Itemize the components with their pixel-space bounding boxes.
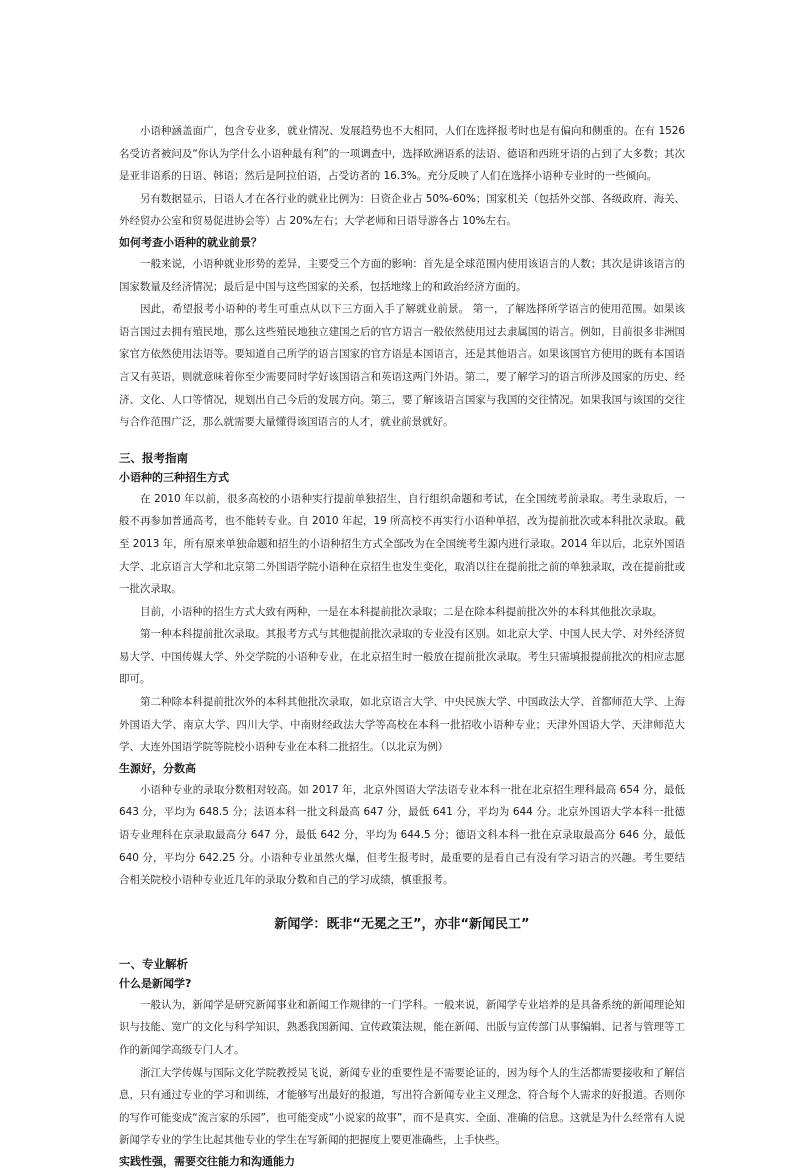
guide-paragraph-1: 在 2010 年以前，很多高校的小语种实行提前单独招生，自行组织命题和考试，在全国统考前录取。考生录取后，一般不再参加普通高考，也不能转专业。自 2010 年起，19 所高校不再实行小语种单招，改为提前批次或本科批次录取。截至 2013 年，所有原来单独命题和招生的小语种招生方式全部改为在全国统考生源内进行录取。2014 年以后，北京外国语大学、北京语言大学和北京第二外国语学院小语种在京招生也发生变化，取消以往在提前批之前的单独录取，改在提前批或一批次录取。 bbox=[119, 492, 685, 596]
journalism-title: 新闻学：既非“无冕之王”，亦非“新闻民工” bbox=[274, 916, 530, 932]
prospects-paragraph-1: 一般来说，小语种就业形势的差异，主要受三个方面的影响：首先是全球范围内使用该语言的人数；其次是讲该语言的国家数量及经济情况；最后是中国与这些国家的关系，包括地缘上的和政治经济方面的。 bbox=[119, 257, 685, 293]
journalism-paragraph-1: 一般认为，新闻学是研究新闻事业和新闻工作规律的一门学科。一般来说，新闻学专业培养的是具备系统的新闻理论知识与技能、宽广的文化与科学知识，熟悉我国新闻、宣传政策法规，能在新闻、出版与宣传部门从事编辑、记者与管理等工作的新闻学高级专门人才。 bbox=[119, 998, 685, 1056]
journalism-paragraph-2: 浙江大学传媒与国际文化学院教授吴飞说，新闻专业的重要性是不需要论证的，因为每个人的生活都需要接收和了解信息，只有通过专业的学习和训练，才能够写出最好的报道，写出符合新闻专业主义理念、符合每个人需求的好报道。否则你的写作可能变成“流言家的乐园”，也可能变成“小说家的故事”，而不是真实、全面、准确的信息。这就是为什么经常有人说新闻学专业的学生比起其他专业的学生在写新闻的把握度上要更准确些，上手快些。 bbox=[119, 1066, 685, 1147]
practice-heading: 实践性强，需要交往能力和沟通能力 bbox=[119, 1154, 295, 1168]
guide-paragraph-4: 第二种除本科提前批次外的本科其他批次录取，如北京语言大学、中央民族大学、中国政法大学、首都师范大学、上海外国语大学、南京大学、四川大学、中南财经政法大学等高校在本科一批招收小语种专业；天津外国语大学、天津师范大学、大连外国语学院等院校小语种专业在本科二批招生。（以北京为例） bbox=[119, 696, 685, 754]
journalism-section-heading: 一、专业解析 bbox=[119, 956, 188, 971]
prospects-paragraph-2: 因此，希望报考小语种的考生可重点从以下三方面入手了解就业前景。 第一，了解选择所学语言的使用范围。如果该语言国过去拥有殖民地，那么这些殖民地独立建国之后的官方语言一般依然使用过去隶属国的语言。例如，目前很多非洲国家官方依然使用法语等。要知道自己所学的语言国家的官方语是本国语言，还是其他语言。如果该国官方使用的既有本国语言又有英语，则就意味着你至少需要同时学好该国语言和英语这两门外语。第二，要了解学习的语言所涉及国家的历史、经济、文化、人口等情况，规划出自己今后的发展方向。第三，要了解该语言国家与我国的交往情况。如果我国与该国的交往与合作范围广泛，那么就需要大量懂得该国语言的人才，就业前景就好。 bbox=[119, 303, 685, 429]
recruit-methods-heading: 小语种的三种招生方式 bbox=[119, 470, 229, 484]
what-is-journalism-heading: 什么是新闻学? bbox=[119, 976, 192, 990]
score-heading: 生源好，分数高 bbox=[119, 761, 196, 775]
guide-paragraph-2: 目前，小语种的招生方式大致有两种，一是在本科提前批次录取；二是在除本科提前批次外的本科其他批次录取。 bbox=[140, 605, 663, 618]
score-paragraph: 小语种专业的录取分数相对较高。如 2017 年，北京外国语大学法语专业本科一批在北京招生理科最高 654 分，最低 643 分，平均为 648.5 分；法语本科一批文科最高 647 分，最低 641 分，平均为 644 分。北京外国语大学本科一批德语专业理科在京录取最高分 647 分，最低 642 分，平均为 644.5 分；德语文科本科一批在京录取最高分 646 分，最低 640 分，平均分 642.25 分。小语种专业虽然火爆，但考生报考时，最重要的是看自己有没有学习语言的兴趣。考生要结合相关院校小语种专业近几年的录取分数和自己的学习成绩，慎重报考。 bbox=[119, 783, 685, 887]
document-page bbox=[119, 120, 685, 1172]
intro-paragraph-1: 小语种涵盖面广，包含专业多，就业情况、发展趋势也不大相同，人们在选择报考时也是有偏向和侧重的。在有 1526 名受访者被问及“你认为学什么小语种最有利”的一项调查中，选择欧洲语系的法语、德语和西班牙语的占到了大多数；其次是亚非语系的日语、韩语；然后是阿拉伯语，占受访者的 16.3%。充分反映了人们在选择小语种专业时的一些倾向。 bbox=[119, 125, 685, 183]
prospects-heading: 如何考查小语种的就业前景？ bbox=[119, 235, 262, 249]
guide-paragraph-3: 第一种本科提前批次录取。其报考方式与其他提前批次录取的专业没有区别。如北京大学、中国人民大学、对外经济贸易大学、中国传媒大学、外交学院的小语种专业，在北京招生时一般放在提前批次录取。考生只需填报提前批次的相应志愿即可。 bbox=[119, 628, 685, 686]
guide-section-heading: 三、报考指南 bbox=[119, 450, 188, 465]
intro-paragraph-2: 另有数据显示，日语人才在各行业的就业比例为：日资企业占 50%-60%；国家机关（包括外交部、各级政府、海关、外经贸办公室和贸易促进协会等）占 20%左右；大学老师和日语导游各占 10%左右。 bbox=[119, 192, 685, 228]
